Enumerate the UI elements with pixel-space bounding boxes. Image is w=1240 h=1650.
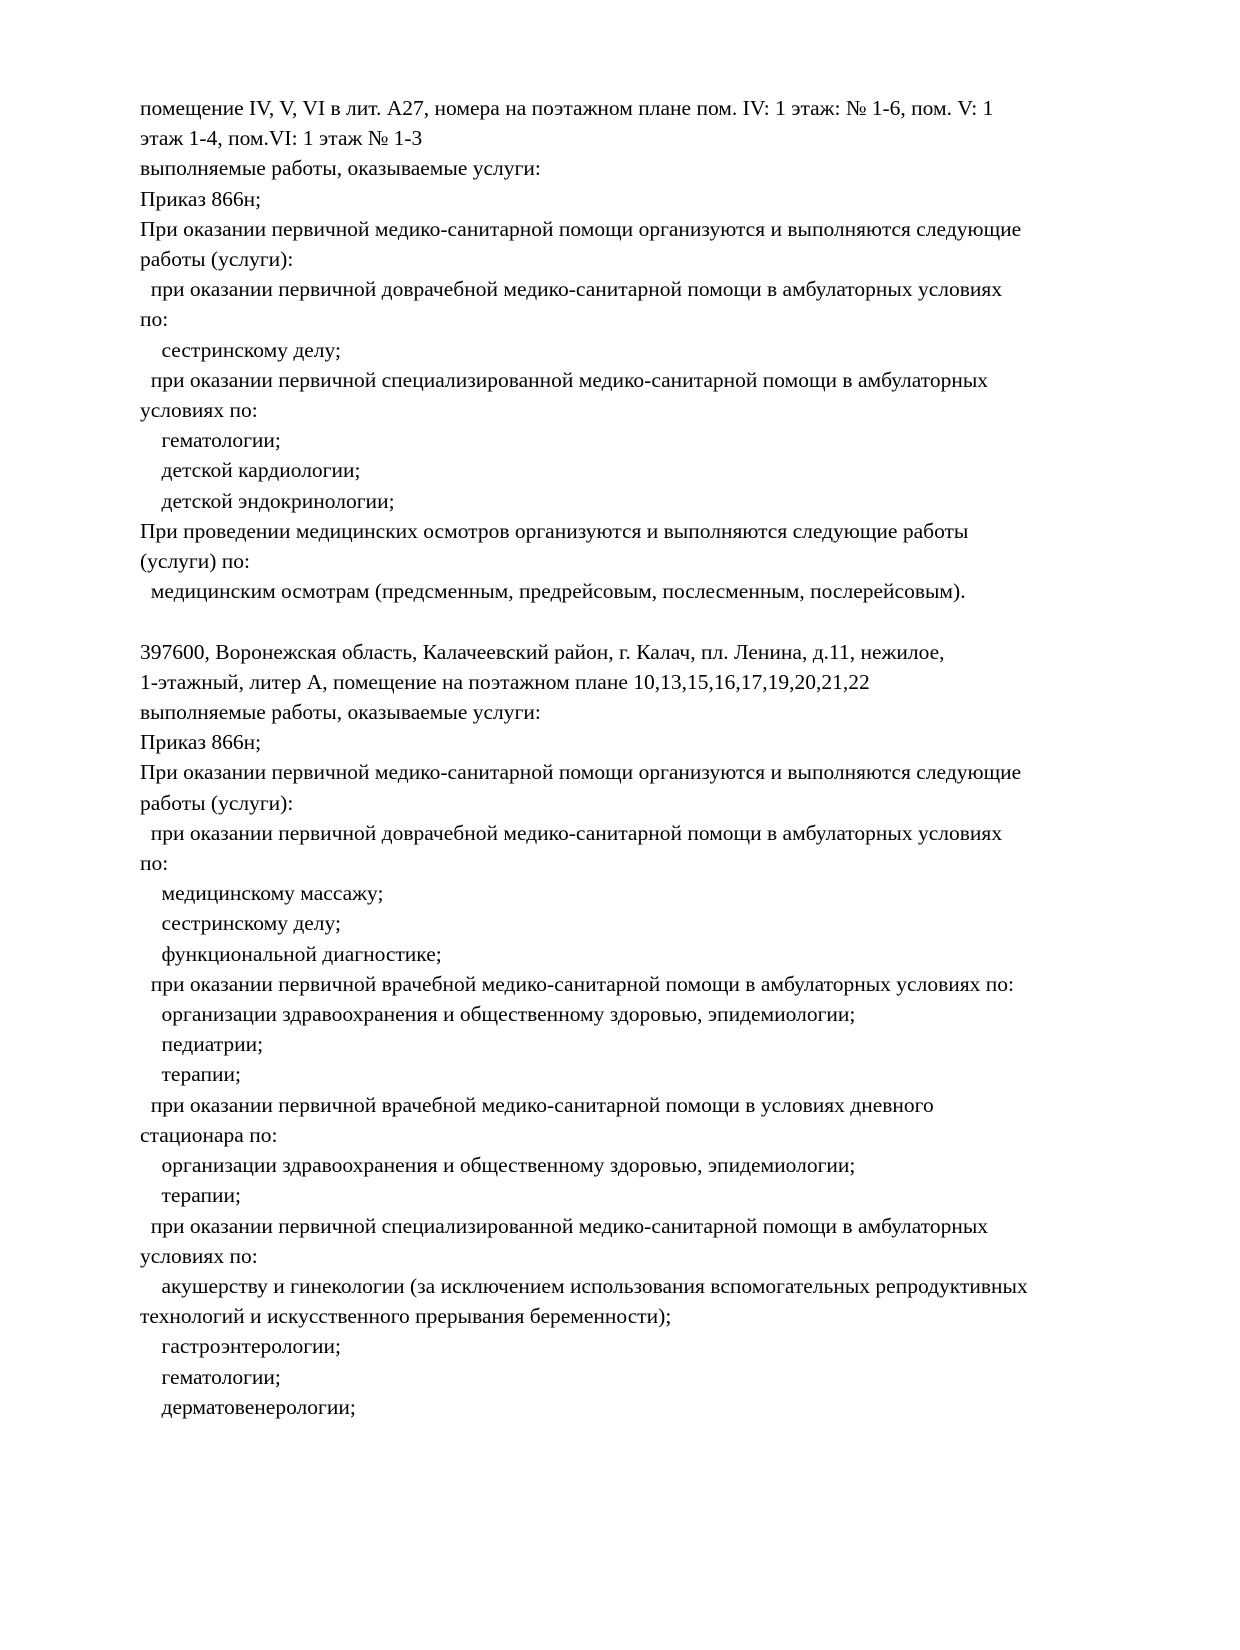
- document-line: при оказании первичной доврачебной медико-санитарной помощи в амбулаторных условиях: [140, 820, 1003, 845]
- document-line: терапии;: [140, 1183, 241, 1208]
- document-line: 397600, Воронежская область, Калачеевский район, г. Калач, пл. Ленина, д.11, нежилое,: [140, 639, 945, 664]
- document-line: При проведении медицинских осмотров организуются и выполняются следующие работы: [140, 518, 969, 543]
- document-line: гематологии;: [140, 1364, 281, 1389]
- document-line: педиатрии;: [140, 1032, 264, 1057]
- document-line: условиях по:: [140, 1243, 258, 1268]
- document-line: функциональной диагностике;: [140, 941, 442, 966]
- document-line: (услуги) по:: [140, 549, 251, 574]
- document-line: организации здравоохранения и общественному здоровью, эпидемиологии;: [140, 1002, 856, 1027]
- document-line: Приказ 866н;: [140, 186, 262, 211]
- document-line: акушерству и гинекологии (за исключением использования вспомогательных репродуктивных: [140, 1273, 1028, 1298]
- document-line: При оказании первичной медико-санитарной помощи организуются и выполняются следующие: [140, 216, 1022, 241]
- document-line: при оказании первичной врачебной медико-санитарной помощи в амбулаторных условиях по:: [140, 971, 1014, 996]
- document-line: работы (услуги):: [140, 790, 294, 815]
- document-line: условиях по:: [140, 398, 258, 423]
- document-line: стационара по:: [140, 1122, 278, 1147]
- document-line: при оказании первичной специализированной медико-санитарной помощи в амбулаторных: [140, 1213, 989, 1238]
- document-line: работы (услуги):: [140, 247, 294, 272]
- document-line: организации здравоохранения и общественному здоровью, эпидемиологии;: [140, 1153, 856, 1178]
- document-line: дерматовенерологии;: [140, 1394, 356, 1419]
- document-line: при оказании первичной специализированной медико-санитарной помощи в амбулаторных: [140, 367, 989, 392]
- document-line: по:: [140, 851, 169, 876]
- document-line: медицинским осмотрам (предсменным, предрейсовым, послесменным, послерейсовым).: [140, 579, 966, 604]
- document-line: Приказ 866н;: [140, 730, 262, 755]
- document-line: технологий и искусственного прерывания беременности);: [140, 1304, 672, 1329]
- document-line: медицинскому массажу;: [140, 881, 384, 906]
- document-line: детской кардиологии;: [140, 458, 361, 483]
- document-body: [140, 93, 1180, 1422]
- document-line: [140, 606, 1180, 636]
- document-line: при оказании первичной доврачебной медико-санитарной помощи в амбулаторных условиях: [140, 277, 1003, 302]
- document-line: выполняемые работы, оказываемые услуги:: [140, 156, 541, 181]
- document-line: гастроэнтерологии;: [140, 1334, 341, 1359]
- document-line: помещение IV, V, VI в лит. А27, номера на поэтажном плане пом. IV: 1 этаж: № 1-6, пом. V: 1: [140, 96, 994, 120]
- document-line: гематологии;: [140, 428, 281, 453]
- document-line: при оказании первичной врачебной медико-санитарной помощи в условиях дневного: [140, 1092, 934, 1117]
- document-line: сестринскому делу;: [140, 911, 341, 936]
- document-line: терапии;: [140, 1062, 241, 1087]
- document-line: детской эндокринологии;: [140, 488, 395, 513]
- document-line: сестринскому делу;: [140, 337, 341, 362]
- document-line: При оказании первичной медико-санитарной помощи организуются и выполняются следующие: [140, 760, 1022, 785]
- document-line: 1-этажный, литер А, помещение на поэтажном плане 10,13,15,16,17,19,20,21,22: [140, 669, 870, 694]
- document-line: по:: [140, 307, 169, 332]
- document-line: выполняемые работы, оказываемые услуги:: [140, 700, 541, 725]
- document-line: этаж 1-4, пом.VI: 1 этаж № 1-3: [140, 126, 423, 151]
